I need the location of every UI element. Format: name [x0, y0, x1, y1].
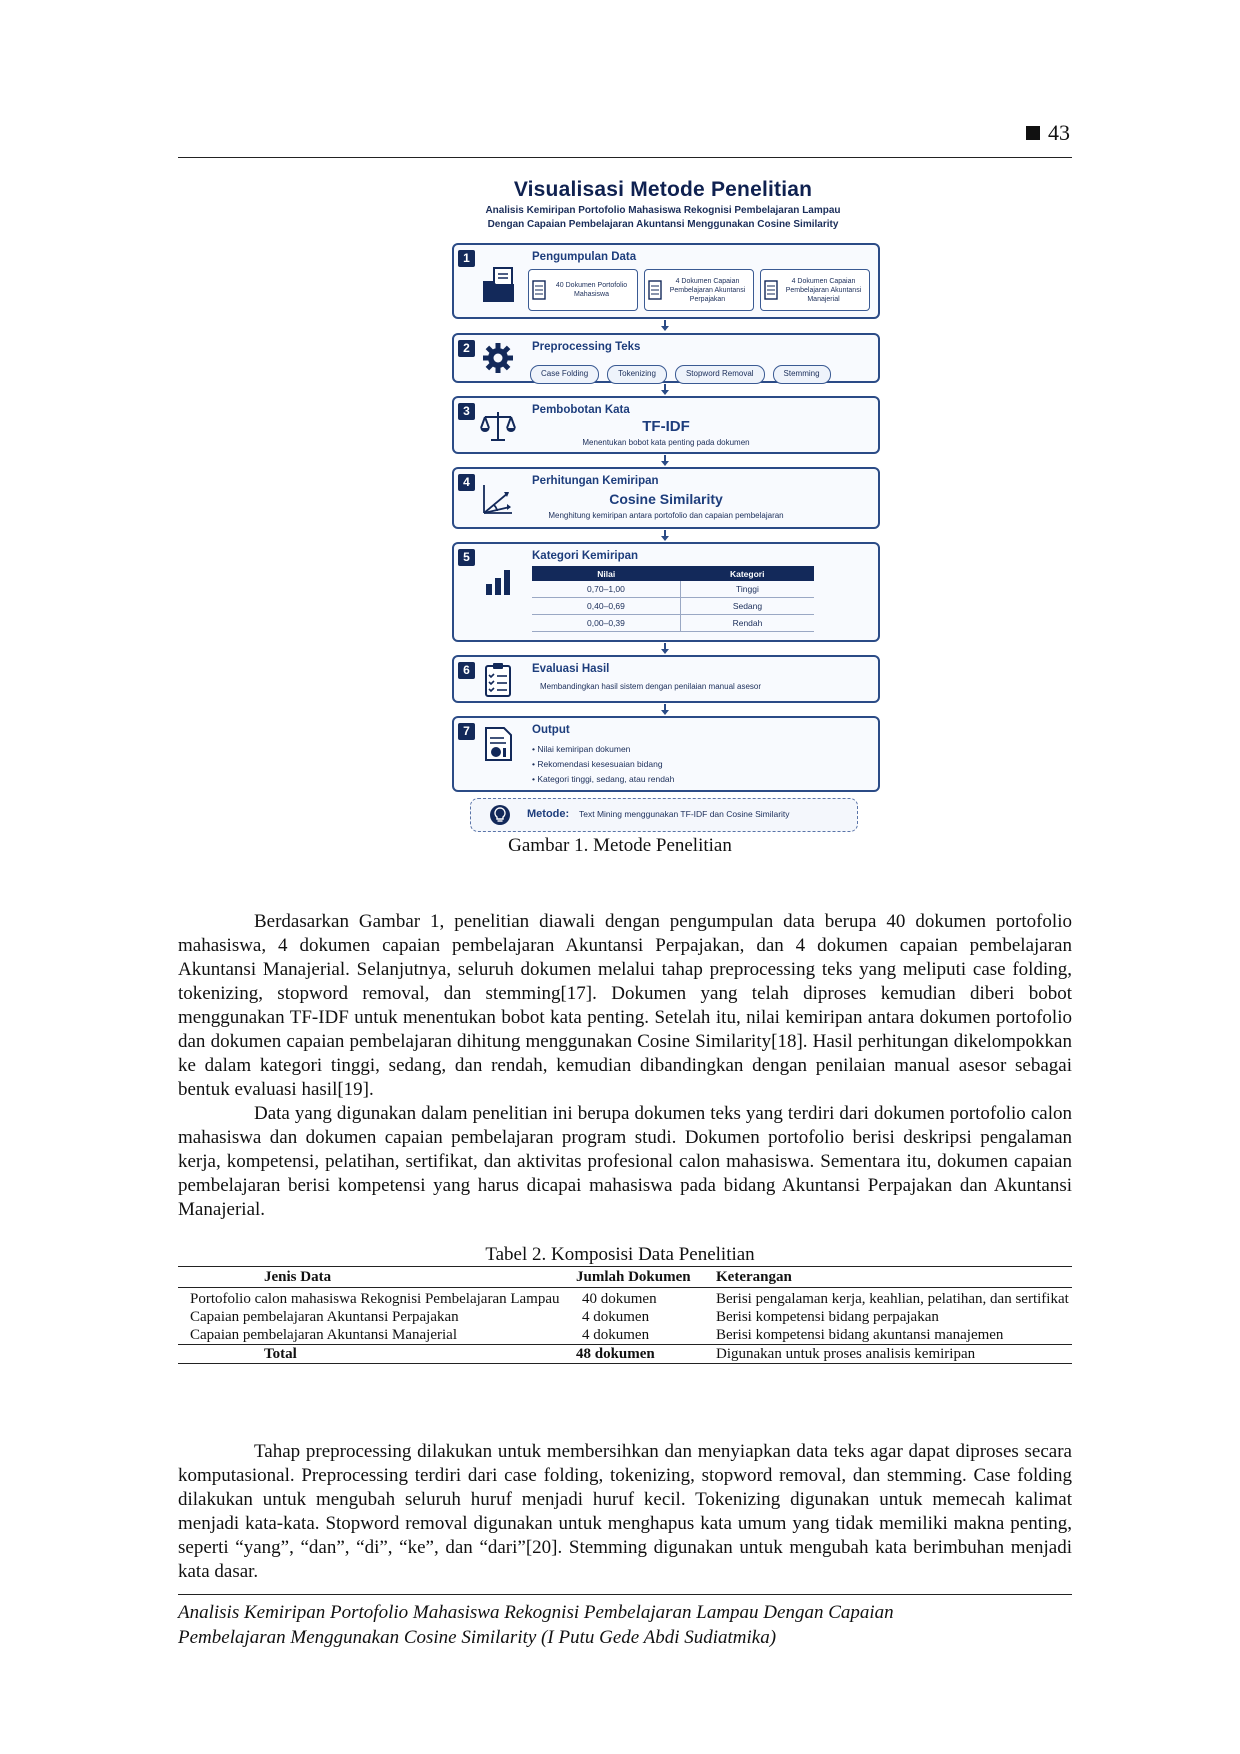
- doc-card-label: 4 Dokumen Capaian Pembelajaran Akuntansi Manajerial: [785, 277, 862, 303]
- document-icon: [764, 280, 778, 300]
- figure-subtitle-line1: Analisis Kemiripan Portofolio Mahasiswa Rekognisi Pembelajaran Lampau: [485, 205, 841, 216]
- figure-title: Visualisasi Metode Penelitian: [513, 178, 813, 201]
- cell-keterangan: Berisi pengalaman kerja, keahlian, pelatihan, dan sertifikat: [716, 1291, 1069, 1307]
- paragraph-2-text: Data yang digunakan dalam penelitian ini berupa dokumen teks yang terdiri dari dokumen portofolio calon mahasiswa dan dokumen capaian pembelajaran program studi. Dokumen portofolio berisi deskripsi pengalaman kerja, kompetensi, pelatihan, sertifikat, dan aktivitas profesional calon mahasiswa. Sementara itu, dokumen capaian pembelajaran berisi kompetensi yang harus dicapai mahasiswa pada bidang Akuntansi Perpajakan dan Akuntansi Manajerial.: [178, 1103, 1072, 1220]
- output-list: [532, 742, 674, 787]
- folder-document-icon: [480, 265, 520, 305]
- doc-card-label: 4 Dokumen Capaian Pembelajaran Akuntansi Perpajakan: [669, 277, 746, 303]
- metode-label: Metode:: [527, 808, 570, 820]
- page-number: [1026, 120, 1070, 146]
- output-item: • Nilai kemiripan dokumen: [532, 742, 674, 757]
- figure-subtitle-line2: Dengan Capaian Pembelajaran Akuntansi Menggunakan Cosine Similarity: [487, 219, 839, 230]
- step-number: 6: [458, 662, 475, 679]
- step-description: Membandingkan hasil sistem dengan penilaian manual asesor: [540, 682, 762, 691]
- step-description: Menghitung kemiripan antara portofolio dan capaian pembelajaran: [548, 511, 784, 520]
- arrow-down-icon: [660, 530, 670, 542]
- data-composition-table: [178, 1266, 1072, 1364]
- kategori-header-kategori: Kategori: [680, 566, 814, 581]
- kategori-label: Rendah: [680, 615, 814, 632]
- preprocessing-items: [530, 365, 831, 384]
- step-number: 2: [458, 340, 475, 357]
- table-caption: Tabel 2. Komposisi Data Penelitian: [485, 1244, 755, 1265]
- kategori-label: Sedang: [680, 598, 814, 615]
- paragraph-2: [178, 1102, 1072, 1222]
- kategori-table: [532, 566, 814, 632]
- arrow-down-icon: [660, 704, 670, 716]
- step-number: 3: [458, 403, 475, 420]
- table-row: [178, 1308, 1072, 1326]
- step-title: Pengumpulan Data: [532, 251, 637, 263]
- method-figure: [446, 178, 880, 820]
- step-kategori-kemiripan: [452, 542, 880, 642]
- step-title: Evaluasi Hasil: [532, 663, 610, 675]
- step-preprocessing-teks: [452, 333, 880, 383]
- doc-card-label: 40 Dokumen Portofolio Mahasiswa: [555, 282, 628, 298]
- step-title: Perhitungan Kemiripan: [532, 475, 659, 487]
- metode-text: Text Mining menggunakan TF-IDF dan Cosine Similarity: [579, 809, 790, 819]
- metode-box: [470, 798, 858, 832]
- paragraph-1: [178, 910, 1072, 1102]
- pill-stemming: Stemming: [773, 365, 831, 384]
- cell-keterangan: Berisi kompetensi bidang perpajakan: [716, 1309, 939, 1325]
- total-label: Total: [178, 1345, 576, 1364]
- kategori-row: [532, 598, 814, 615]
- kategori-header-nilai: Nilai: [532, 566, 680, 581]
- arrow-down-icon: [660, 384, 670, 396]
- arrow-down-icon: [660, 455, 670, 467]
- step-title: Preprocessing Teks: [532, 341, 641, 353]
- step-title: Pembobotan Kata: [532, 404, 630, 416]
- page-number-text: 43: [1048, 120, 1070, 145]
- step-title: Kategori Kemiripan: [532, 550, 639, 562]
- step-title: Output: [532, 724, 570, 736]
- table-row: [178, 1326, 1072, 1345]
- document-icon: [648, 280, 662, 300]
- table-header-row: [178, 1267, 1072, 1288]
- tfidf-headline: TF-IDF: [642, 418, 690, 435]
- table-row: [178, 1288, 1072, 1309]
- step-perhitungan-kemiripan: [452, 467, 880, 529]
- figure-caption: Gambar 1. Metode Penelitian: [508, 835, 732, 856]
- header-rule: [178, 157, 1072, 158]
- paragraph-3-text: Tahap preprocessing dilakukan untuk membersihkan dan menyiapkan data teks agar dapat diproses secara komputasional. Preprocessing terdiri dari case folding, tokenizing, stopword removal, dan stemming. Case folding dilakukan untuk mengubah seluruh huruf menjadi huruf kecil. Tokenizing digunakan untuk memecah kalimat menjadi kata-kata. Stopword removal digunakan untuk menghapus kata umum yang tidak memiliki makna penting, seperti “yang”, “dan”, “di”, “ke”, dan “dari”[20]. Stemming digunakan untuk mengubah kata berimbuhan menjadi kata dasar.: [178, 1441, 1072, 1582]
- cosine-headline: Cosine Similarity: [609, 491, 723, 507]
- total-jumlah: 48 dokumen: [576, 1345, 716, 1364]
- cell-jumlah: 4 dokumen: [582, 1309, 650, 1325]
- step-description: Menentukan bobot kata penting pada dokumen: [582, 438, 750, 447]
- kategori-row: [532, 615, 814, 632]
- step-number: 1: [458, 250, 475, 267]
- report-icon: [484, 726, 514, 762]
- header-jumlah-dokumen: Jumlah Dokumen: [576, 1267, 716, 1288]
- pill-tokenizing: Tokenizing: [607, 365, 667, 384]
- footer-rule: [178, 1594, 1072, 1595]
- kategori-label: Tinggi: [680, 581, 814, 598]
- paragraph-1-text: Berdasarkan Gambar 1, penelitian diawali dengan pengumpulan data berupa 40 dokumen portofolio mahasiswa, 4 dokumen capaian pembelajaran Akuntansi Perpajakan, dan 4 dokumen capaian pembelajaran Akuntansi Manajerial. Selanjutnya, seluruh dokumen melalui tahap preprocessing teks yang meliputi case folding, tokenizing, stopword removal, dan stemming[17]. Dokumen yang telah diproses kemudian diberi bobot menggunakan TF-IDF untuk menentukan bobot kata penting. Setelah itu, nilai kemiripan antara dokumen portofolio dan dokumen capaian pembelajaran dihitung menggunakan Cosine Similarity[18]. Hasil perhitungan dikelompokkan ke dalam kategori tinggi, sedang, dan rendah, kemudian dibandingkan dengan penilaian manual asesor sebagai bentuk evaluasi hasil[19].: [178, 911, 1072, 1100]
- gear-icon: [482, 342, 514, 374]
- step-pengumpulan-data: [452, 243, 880, 319]
- output-item: • Kategori tinggi, sedang, atau rendah: [532, 772, 674, 787]
- header-keterangan: Keterangan: [716, 1267, 1072, 1288]
- pill-case-folding: Case Folding: [530, 365, 599, 384]
- pill-stopword-removal: Stopword Removal: [675, 365, 765, 384]
- arrow-down-icon: [660, 320, 670, 332]
- footer-line2: Pembelajaran Menggunakan Cosine Similarity (I Putu Gede Abdi Sudiatmika): [178, 1627, 777, 1648]
- step-number: 5: [458, 549, 475, 566]
- step-number: 4: [458, 474, 475, 491]
- paragraph-3: [178, 1440, 1072, 1584]
- total-keterangan: Digunakan untuk proses analisis kemiripan: [716, 1345, 1072, 1364]
- cell-jumlah: 40 dokumen: [582, 1291, 657, 1307]
- doc-card-manajerial: [760, 269, 870, 311]
- document-group: [528, 269, 870, 311]
- document-icon: [532, 280, 546, 300]
- arrow-down-icon: [660, 643, 670, 655]
- table-total-row: [178, 1345, 1072, 1364]
- step-pembobotan-kata: [452, 396, 880, 454]
- footer-line1: Analisis Kemiripan Portofolio Mahasiswa Rekognisi Pembelajaran Lampau Dengan Capaian: [178, 1602, 894, 1623]
- step-number: 7: [458, 723, 475, 740]
- cell-jenis: Portofolio calon mahasiswa Rekognisi Pembelajaran Lampau: [190, 1291, 560, 1307]
- page-number-square-icon: [1026, 126, 1040, 140]
- kategori-nilai: 0,00–0,39: [532, 615, 680, 632]
- doc-card-perpajakan: [644, 269, 754, 311]
- step-output: [452, 716, 880, 792]
- cell-jenis: Capaian pembelajaran Akuntansi Perpajakan: [190, 1309, 459, 1325]
- cell-jumlah: 4 dokumen: [582, 1327, 650, 1343]
- running-footer: [178, 1600, 1072, 1650]
- doc-card-portofolio: [528, 269, 638, 311]
- cell-keterangan: Berisi kompetensi bidang akuntansi manajemen: [716, 1327, 1004, 1343]
- kategori-row: [532, 581, 814, 598]
- step-evaluasi-hasil: [452, 655, 880, 703]
- kategori-nilai: 0,70–1,00: [532, 581, 680, 598]
- header-jenis-data: Jenis Data: [178, 1267, 576, 1288]
- cell-jenis: Capaian pembelajaran Akuntansi Manajerial: [190, 1327, 457, 1343]
- bar-chart-icon: [484, 566, 514, 596]
- checklist-icon: [484, 662, 514, 698]
- lightbulb-icon: [489, 804, 511, 826]
- kategori-nilai: 0,40–0,69: [532, 598, 680, 615]
- output-item: • Rekomendasi kesesuaian bidang: [532, 757, 674, 772]
